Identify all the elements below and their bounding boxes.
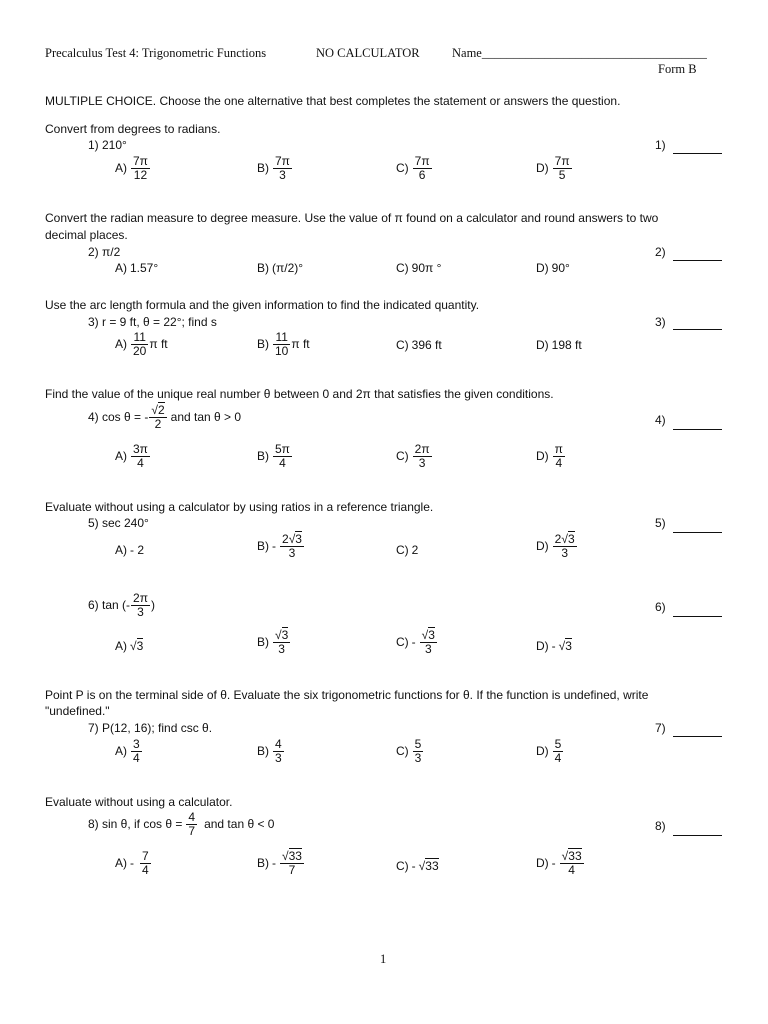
option-d[interactable] [536,338,582,352]
fraction: $\frac{7\pi}{5}$ [554,154,570,182]
fraction: $\frac{11}{20}$ [133,330,147,358]
option-d[interactable] [536,533,578,559]
name-field-label: Name____________________________________ [452,46,707,60]
option-c[interactable] [396,338,442,352]
option-label: C) [396,161,409,176]
option-value: (π/2)° [272,261,304,275]
option-c[interactable] [396,155,433,181]
option-a[interactable] [115,738,143,764]
option-tail: π ft [149,337,168,352]
option-d[interactable] [536,155,573,181]
option-b[interactable] [257,738,285,764]
question-stem: 8) sin θ, if cos θ = $\frac{4}{7}$ and tan θ < 0 [88,810,275,838]
instructions: MULTIPLE CHOICE. Choose the one alternative that best completes the statement or answers the question. [45,94,621,108]
answer-blank[interactable] [673,153,722,154]
fraction: $\frac{√33}{7}$ [282,849,302,877]
option-d[interactable] [536,261,570,275]
fraction: $\frac{√3}{3}$ [275,628,289,656]
option-c[interactable] [396,261,441,275]
option-label: B) [257,449,269,464]
option-label: C) [396,543,409,557]
fraction: $\frac{5}{4}$ [554,737,562,765]
option-label: D) [536,638,549,653]
option-c[interactable]: C) - $\frac{√3}{3}$ [396,628,435,656]
fraction: $\frac{√3}{3}$ [421,628,435,656]
option-d[interactable]: D) - √ 3 [536,638,572,653]
option-label: B) [257,337,269,352]
fraction: $\frac{\pi}{4}$ [554,442,563,470]
section-heading-cont: "undefined." [45,704,110,718]
fraction: $\frac{7\pi}{6}$ [414,154,430,182]
option-label: C) [396,261,409,275]
option-label: A) [115,261,127,275]
option-value: 90° [551,261,570,275]
option-a[interactable] [115,261,158,275]
option-value: 1.57° [130,261,159,275]
option-b[interactable] [257,155,293,181]
answer-blank[interactable] [673,532,722,533]
option-c[interactable]: C) - √ 33 [396,858,439,873]
answer-blank[interactable] [673,260,722,261]
option-label: C) [396,858,409,873]
fraction: $\frac{√2}{2}$ [151,403,165,431]
fraction: $\frac{7\pi}{12}$ [133,154,148,182]
question-stem: 4) cos θ = - $\frac{√2}{2}$ and tan θ > 0 [88,403,242,431]
test-title: Precalculus Test 4: Trigonometric Functions [45,46,267,60]
question-stem: 6) tan (- $\frac{2\pi}{3}$ ) [88,591,155,619]
option-label: D) [536,539,549,554]
option-label: A) [115,638,127,653]
fraction: $\frac{7\pi}{3}$ [275,154,290,182]
fraction: $\frac{5}{3}$ [414,737,422,765]
option-label: A) [115,337,127,352]
section-heading: Evaluate without using a calculator. [45,795,233,809]
option-label: A) [115,449,127,464]
option-label: B) [257,744,269,759]
option-value: 396 ft [411,338,442,352]
fraction: $\frac{3}{4}$ [133,737,140,765]
option-c[interactable] [396,443,433,469]
fraction: $\frac{4}{3}$ [275,737,282,765]
option-label: A) [115,161,127,176]
section-heading: Point P is on the terminal side of θ. Evaluate the six trigonometric functions for θ. If the function is undefined, write [45,688,649,702]
option-b[interactable] [257,629,291,655]
option-b[interactable]: B) - $\frac{√33}{7}$ [257,849,302,877]
answer-blank[interactable] [673,329,722,330]
answer-number: 4) [655,413,666,427]
answer-blank[interactable] [673,616,722,617]
question-stem: 3) r = 9 ft, θ = 22°; find s [88,315,217,329]
option-b[interactable] [257,331,310,357]
option-label: B) [257,635,269,650]
option-label: A) [115,856,127,871]
answer-blank[interactable] [673,429,722,430]
option-a[interactable] [115,331,168,357]
fraction: $\frac{2\pi}{3}$ [414,442,430,470]
answer-number: 7) [655,721,666,735]
answer-number: 3) [655,315,666,329]
option-label: B) [257,856,269,871]
question-stem: 2) π/2 [88,245,121,259]
option-a[interactable] [115,155,151,181]
option-label: D) [536,161,549,176]
question-stem: 7) P(12, 16); find csc θ. [88,721,213,735]
option-label: C) [396,635,409,650]
page-number: 1 [380,952,387,966]
section-heading-cont: decimal places. [45,228,128,242]
fraction: $\frac{3\pi}{4}$ [133,442,148,470]
option-a[interactable] [115,443,151,469]
fraction: $\frac{2√3}{3}$ [282,532,302,560]
fraction: $\frac{2\pi}{3}$ [133,591,148,619]
fraction: $\frac{11}{10}$ [275,330,289,358]
option-label: D) [536,744,549,759]
section-heading: Convert the radian measure to degree measure. Use the value of π found on a calculator and round answers to two [45,211,659,225]
option-value: 90π ° [411,261,442,275]
option-label: D) [536,449,549,464]
option-label: B) [257,161,269,176]
fraction: $\frac{2√3}{3}$ [554,532,575,560]
fraction: $\frac{5\pi}{4}$ [275,442,290,470]
option-b[interactable]: B) - $\frac{2√3}{3}$ [257,532,302,560]
fraction: $\frac{4}{7}$ [188,810,196,838]
option-b[interactable] [257,261,303,275]
answer-blank[interactable] [673,736,722,737]
option-label: D) [536,338,549,352]
option-label: D) [536,856,549,871]
section-heading: Convert from degrees to radians. [45,122,221,136]
option-label: A) [115,744,127,759]
option-value: - 2 [130,543,145,557]
option-label: C) [396,449,409,464]
question-stem: 1) 210° [88,138,127,152]
option-label: B) [257,261,269,275]
section-heading: Use the arc length formula and the given information to find the indicated quantity. [45,298,480,312]
option-d[interactable] [536,443,566,469]
option-b[interactable] [257,443,293,469]
option-value: 2 [411,543,419,557]
form-label: Form B [658,62,697,76]
fraction: $\frac{7}{4}$ [142,849,149,877]
option-a[interactable]: A) - $\frac{7}{4}$ [115,849,149,877]
answer-number: 6) [655,600,666,614]
option-a[interactable] [115,543,144,557]
option-label: D) [536,261,549,275]
option-label: C) [396,744,409,759]
option-d[interactable] [536,738,564,764]
answer-number: 5) [655,516,666,530]
option-tail: π ft [291,337,310,352]
option-value: 198 ft [551,338,582,352]
section-heading: Evaluate without using a calculator by using ratios in a reference triangle. [45,500,434,514]
option-label: C) [396,338,409,352]
answer-number: 1) [655,138,666,152]
option-d[interactable]: D) - $\frac{√33}{4}$ [536,849,582,877]
option-label: A) [115,543,127,557]
option-c[interactable] [396,543,418,557]
option-a[interactable]: A) √ 3 [115,638,144,653]
answer-number: 2) [655,245,666,259]
answer-number: 8) [655,819,666,833]
answer-blank[interactable] [673,835,722,836]
option-label: B) [257,539,269,554]
option-c[interactable] [396,738,424,764]
section-heading: Find the value of the unique real number θ between 0 and 2π that satisfies the given conditions. [45,387,554,401]
no-calculator-note: NO CALCULATOR [316,46,420,60]
fraction: $\frac{√33}{4}$ [561,849,582,877]
question-stem: 5) sec 240° [88,516,149,530]
